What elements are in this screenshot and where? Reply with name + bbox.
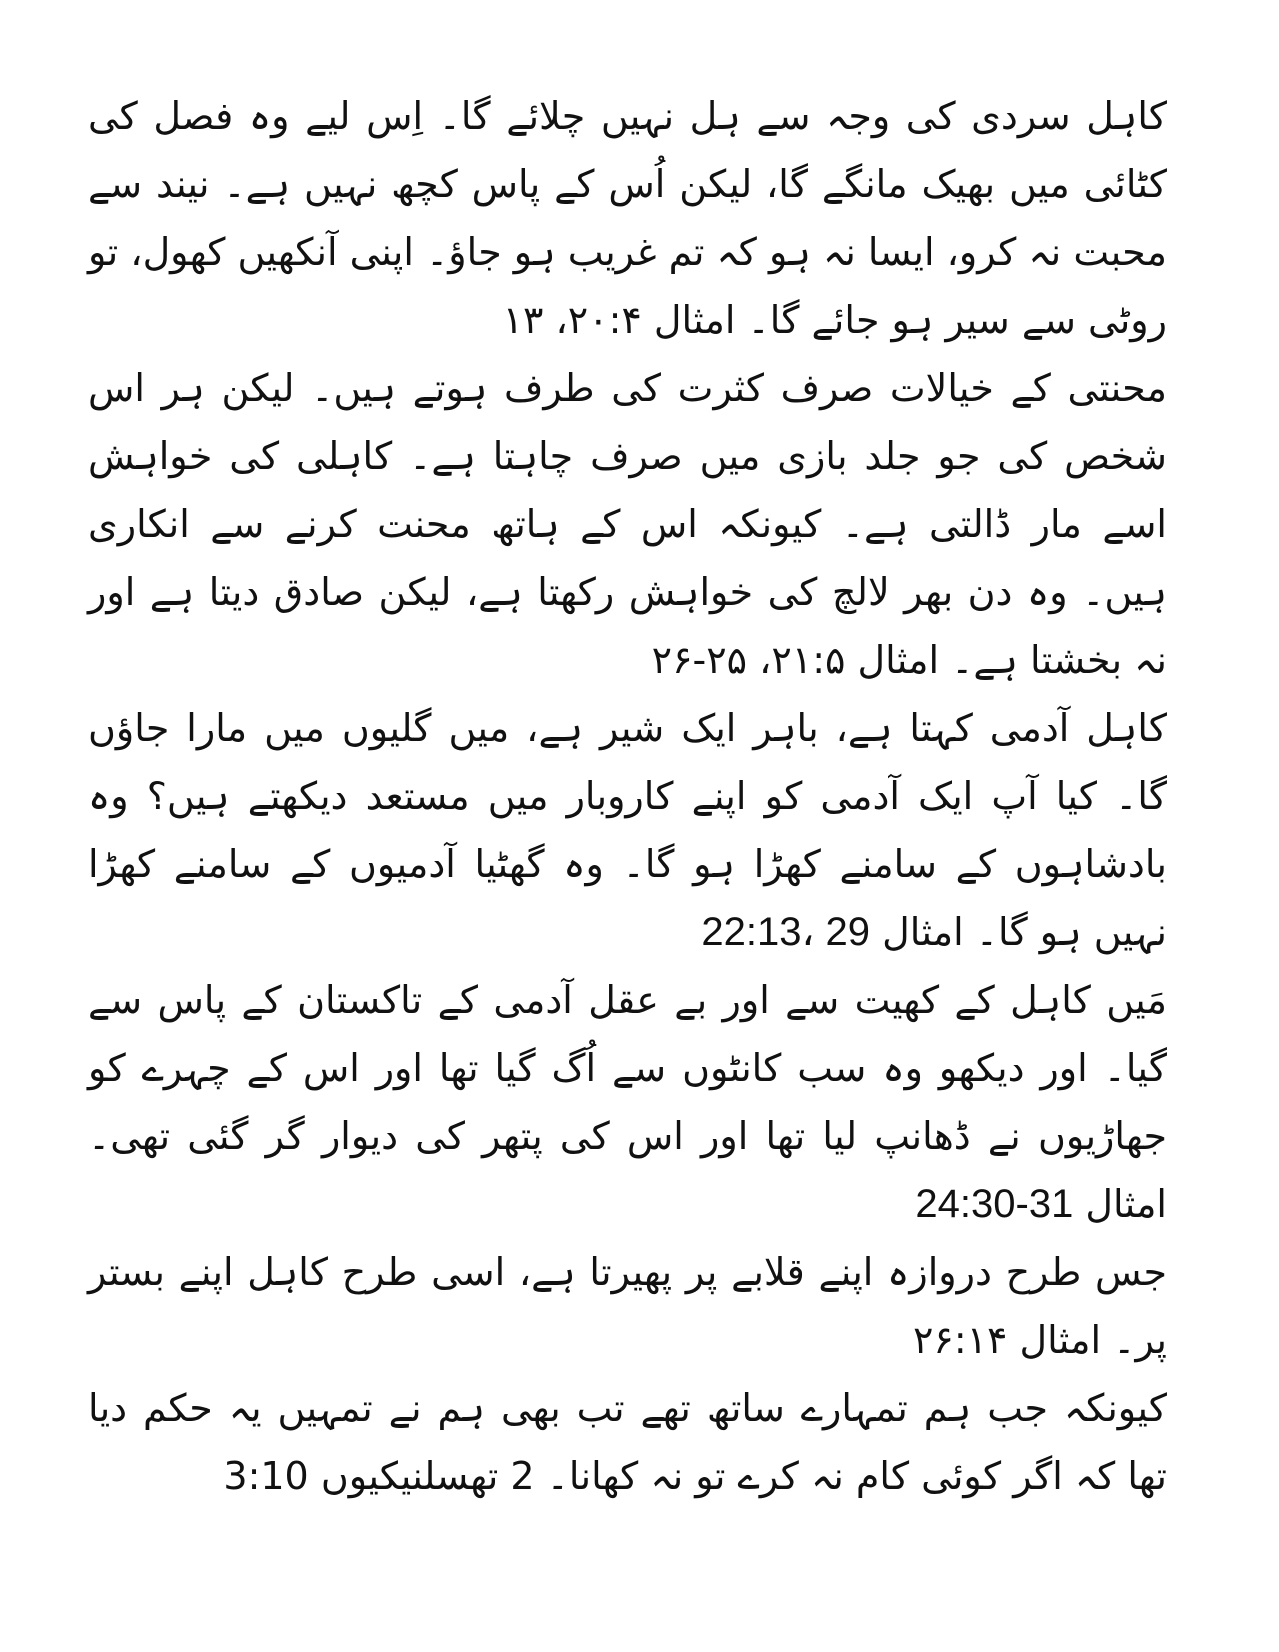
paragraph-6 [88,1374,1167,1510]
paragraph-3-reference: 22:13، 29 [701,910,871,954]
paragraph-1-reference: ۲۰:۴، ۱۳ [502,298,642,342]
paragraph-2-text: محنتی کے خیالات صرف کثرت کی طرف ہوتے ہیں۔ لیکن ہر اس شخص کی جو جلد بازی میں صرف چاہتا ہے۔ کاہلی کی خواہش اسے مار ڈالتی ہے۔ کیونکہ اس کے ہاتھ محنت کرنے سے انکاری ہیں۔ وہ دن بھر لالچ کی خواہش رکھتا ہے، لیکن صادق دیتا ہے اور نہ بخشتا ہے۔ امثال [88,366,1167,682]
paragraph-2-reference: ۲۱:۵، ۲۵-۲۶ [651,638,846,682]
paragraph-3 [88,694,1167,966]
paragraph-6-text: کیونکہ جب ہم تمہارے ساتھ تھے تب بھی ہم نے تمہیں یہ حکم دیا تھا کہ اگر کوئی کام نہ کرے تو نہ کھانا۔ [88,1386,1167,1498]
paragraph-1 [88,82,1167,354]
paragraph-3-text: کاہل آدمی کہتا ہے، باہر ایک شیر ہے، میں گلیوں میں مارا جاؤں گا۔ کیا آپ ایک آدمی کو اپنے کاروبار میں مستعد دیکھتے ہیں؟ وہ بادشاہوں کے سامنے کھڑا ہو گا۔ وہ گھٹیا آدمیوں کے سامنے کھڑا نہیں ہو گا۔ امثال [88,706,1167,954]
paragraph-5 [88,1238,1167,1374]
paragraph-4-reference: 24:30-31 [915,1182,1074,1226]
paragraph-2 [88,354,1167,694]
paragraph-4-text: مَیں کاہل کے کھیت سے اور بے عقل آدمی کے تاکستان کے پاس سے گیا۔ اور دیکھو وہ سب کانٹوں سے اُگ گیا تھا اور اس کے چہرے کو جھاڑیوں نے ڈھانپ لیا تھا اور اس کی پتھر کی دیوار گر گئی تھی۔ امثال [88,978,1167,1226]
document-body [88,82,1167,1510]
paragraph-5-text: جس طرح دروازہ اپنے قلابے پر پھیرتا ہے، اسی طرح کاہل اپنے بستر پر۔ امثال [88,1250,1167,1362]
paragraph-6-reference: 2 تھسلنیکیوں 3:10 [223,1454,535,1498]
paragraph-4 [88,966,1167,1238]
paragraph-1-text: کاہل سردی کی وجہ سے ہل نہیں چلائے گا۔ اِس لیے وہ فصل کی کٹائی میں بھیک مانگے گا، لیکن اُس کے پاس کچھ نہیں ہے۔ نیند سے محبت نہ کرو، ایسا نہ ہو کہ تم غریب ہو جاؤ۔ اپنی آنکھیں کھول، تو روٹی سے سیر ہو جائے گا۔ امثال [88,94,1167,342]
paragraph-5-reference: ۲۶:۱۴ [913,1318,1008,1362]
